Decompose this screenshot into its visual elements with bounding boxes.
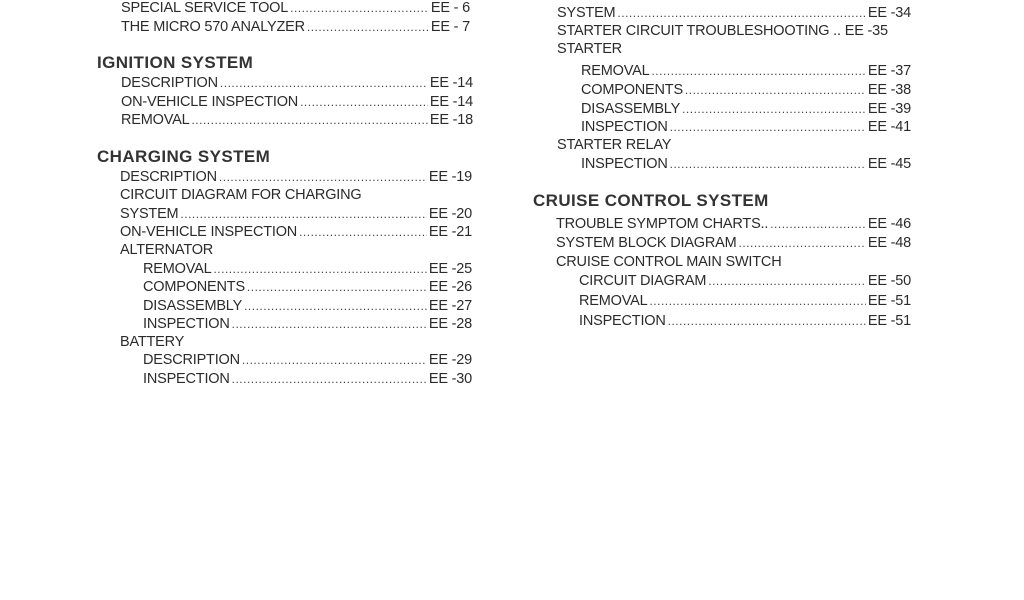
toc-entry-label: DESCRIPTION [143,352,240,368]
toc-entry-page: EE -27 [428,298,472,314]
toc-entry-page: EE -25 [428,261,472,277]
toc-entry-page: EE -34 [867,5,911,21]
toc-entry-charging-on-vehicle[interactable] [120,223,472,241]
toc-subgroup-starter: STARTER [557,41,622,57]
toc-entry-label: THE MICRO 570 ANALYZER [121,19,305,35]
toc-entry-page: EE -14 [429,94,473,110]
toc-entry-label: DESCRIPTION [120,169,217,185]
dot-leader [708,272,866,290]
dot-leader [180,205,426,223]
dot-leader [651,62,865,80]
toc-entry-label: TROUBLE SYMPTOM CHARTS.. [556,216,769,232]
toc-entry-starting-system[interactable] [557,4,911,22]
toc-entry-label: REMOVAL [579,293,648,309]
section-heading-ignition: IGNITION SYSTEM [97,53,254,72]
toc-entry-label: COMPONENTS [581,82,683,98]
toc-entry-page: EE -37 [867,63,911,79]
toc-entry-starter-relay-inspection[interactable] [581,155,911,173]
toc-entry-page: EE -50 [867,273,911,289]
toc-subgroup-starter-relay: STARTER RELAY [557,137,672,153]
toc-entry-page: EE -29 [428,352,472,368]
toc-entry-starter-components[interactable] [581,81,911,99]
dot-leader [682,100,866,118]
toc-entry-starter-inspection[interactable] [581,118,911,136]
dot-leader [668,312,866,330]
toc-entry-label: CIRCUIT DIAGRAM [579,273,707,289]
toc-subgroup-battery: BATTERY [120,334,185,350]
section-heading-cruise-control: CRUISE CONTROL SYSTEM [533,191,769,210]
dot-leader [232,315,427,333]
toc-entry-label: REMOVAL [143,261,212,277]
toc-entry-starter-disassembly[interactable] [581,100,911,118]
toc-entry-alternator-inspection[interactable] [143,315,472,333]
toc-entry-starter-removal[interactable] [581,62,911,80]
toc-entry-label: INSPECTION [579,313,666,329]
toc-entry-page: EE -14 [429,75,473,91]
toc-entry-page: EE -45 [867,156,911,172]
toc-subgroup-alternator: ALTERNATOR [120,242,214,258]
toc-entry-label: INSPECTION [581,119,668,135]
toc-entry-label: ON-VEHICLE INSPECTION [121,94,299,110]
dot-leader [300,93,428,111]
dot-leader [247,278,427,296]
toc-entry-ignition-on-vehicle[interactable] [121,93,473,111]
toc-entry-label: DISASSEMBLY [143,298,243,314]
toc-entry-label: REMOVAL [121,112,190,128]
toc-entry-label: DESCRIPTION [121,75,218,91]
toc-entry-page: EE -51 [867,313,911,329]
toc-entry-alternator-disassembly[interactable] [143,297,472,315]
toc-entry-page: EE -41 [867,119,911,135]
toc-entry-page: EE -19 [428,169,472,185]
toc-entry-starter-troubleshooting[interactable] [557,22,911,40]
dot-leader [232,370,427,388]
toc-entry-micro-570-analyzer[interactable] [121,18,470,36]
toc-entry-label: ON-VEHICLE INSPECTION [120,224,298,240]
toc-entry-alternator-components[interactable] [143,278,472,296]
toc-entry-charging-circuit-diagram[interactable] [120,205,472,223]
dot-leader [213,260,426,278]
toc-entry-special-service-tool[interactable] [121,0,470,17]
toc-entry-label: INSPECTION [143,371,230,387]
toc-entry-page: EE -39 [867,101,911,117]
toc-entry-page: EE -30 [428,371,472,387]
toc-entry-page: EE -38 [867,82,911,98]
toc-entry-label: SPECIAL SERVICE TOOL [121,0,289,16]
toc-entry-main-switch-inspection[interactable] [579,312,911,330]
toc-entry-page: EE -21 [428,224,472,240]
toc-entry-page: EE -20 [428,206,472,222]
dot-leader [685,81,866,99]
dot-leader [739,234,866,252]
toc-entry-charging-description[interactable] [120,168,472,186]
toc-entry-page: EE -18 [429,112,473,128]
toc-entry-main-switch-circuit-diagram[interactable] [579,272,911,290]
dot-leader [191,111,427,129]
dot-leader [617,4,865,22]
toc-entry-page: EE -26 [428,279,472,295]
section-heading-charging: CHARGING SYSTEM [97,147,271,166]
toc-entry-label: DISASSEMBLY [581,101,681,117]
toc-entry-main-switch-removal[interactable] [579,292,911,310]
toc-subgroup-cruise-main-switch: CRUISE CONTROL MAIN SWITCH [556,254,782,270]
toc-entry-ignition-removal[interactable] [121,111,473,129]
toc-entry-label: REMOVAL [581,63,650,79]
dot-leader [670,155,866,173]
dot-leader [670,118,866,136]
toc-entry-page: EE -35 [844,23,888,39]
dot-leader [290,0,429,17]
toc-entry-label: SYSTEM [557,5,616,21]
toc-entry-page: EE -28 [428,316,472,332]
toc-entry-label: SYSTEM BLOCK DIAGRAM [556,235,737,251]
toc-entry-label: INSPECTION [581,156,668,172]
toc-entry-page: EE - 6 [430,0,470,16]
dot-leader [299,223,427,241]
toc-entry-label: COMPONENTS [143,279,245,295]
dot-leader [242,351,427,369]
toc-entry-battery-description[interactable] [143,351,472,369]
dot-leader [770,215,866,233]
dot-leader [219,168,427,186]
toc-entry-battery-inspection[interactable] [143,370,472,388]
toc-entry-page: EE - 7 [430,19,470,35]
toc-entry-page: EE -48 [867,235,911,251]
dot-leader [244,297,427,315]
toc-entry-system-block-diagram[interactable] [556,234,911,252]
toc-entry-alternator-removal[interactable] [143,260,472,278]
toc-entry-trouble-symptom-charts[interactable] [556,215,911,233]
toc-entry-label: INSPECTION [143,316,230,332]
toc-entry-ignition-description[interactable] [121,74,473,92]
toc-text-circuit-diagram-line1: CIRCUIT DIAGRAM FOR CHARGING [120,187,362,203]
dot-leader [220,74,428,92]
dot-leader [649,292,865,310]
toc-entry-page: EE -46 [867,216,911,232]
dot-leader [307,18,429,36]
toc-entry-label: SYSTEM [120,206,179,222]
toc-entry-page: EE -51 [867,293,911,309]
toc-entry-label: STARTER CIRCUIT TROUBLESHOOTING .. [557,23,841,39]
